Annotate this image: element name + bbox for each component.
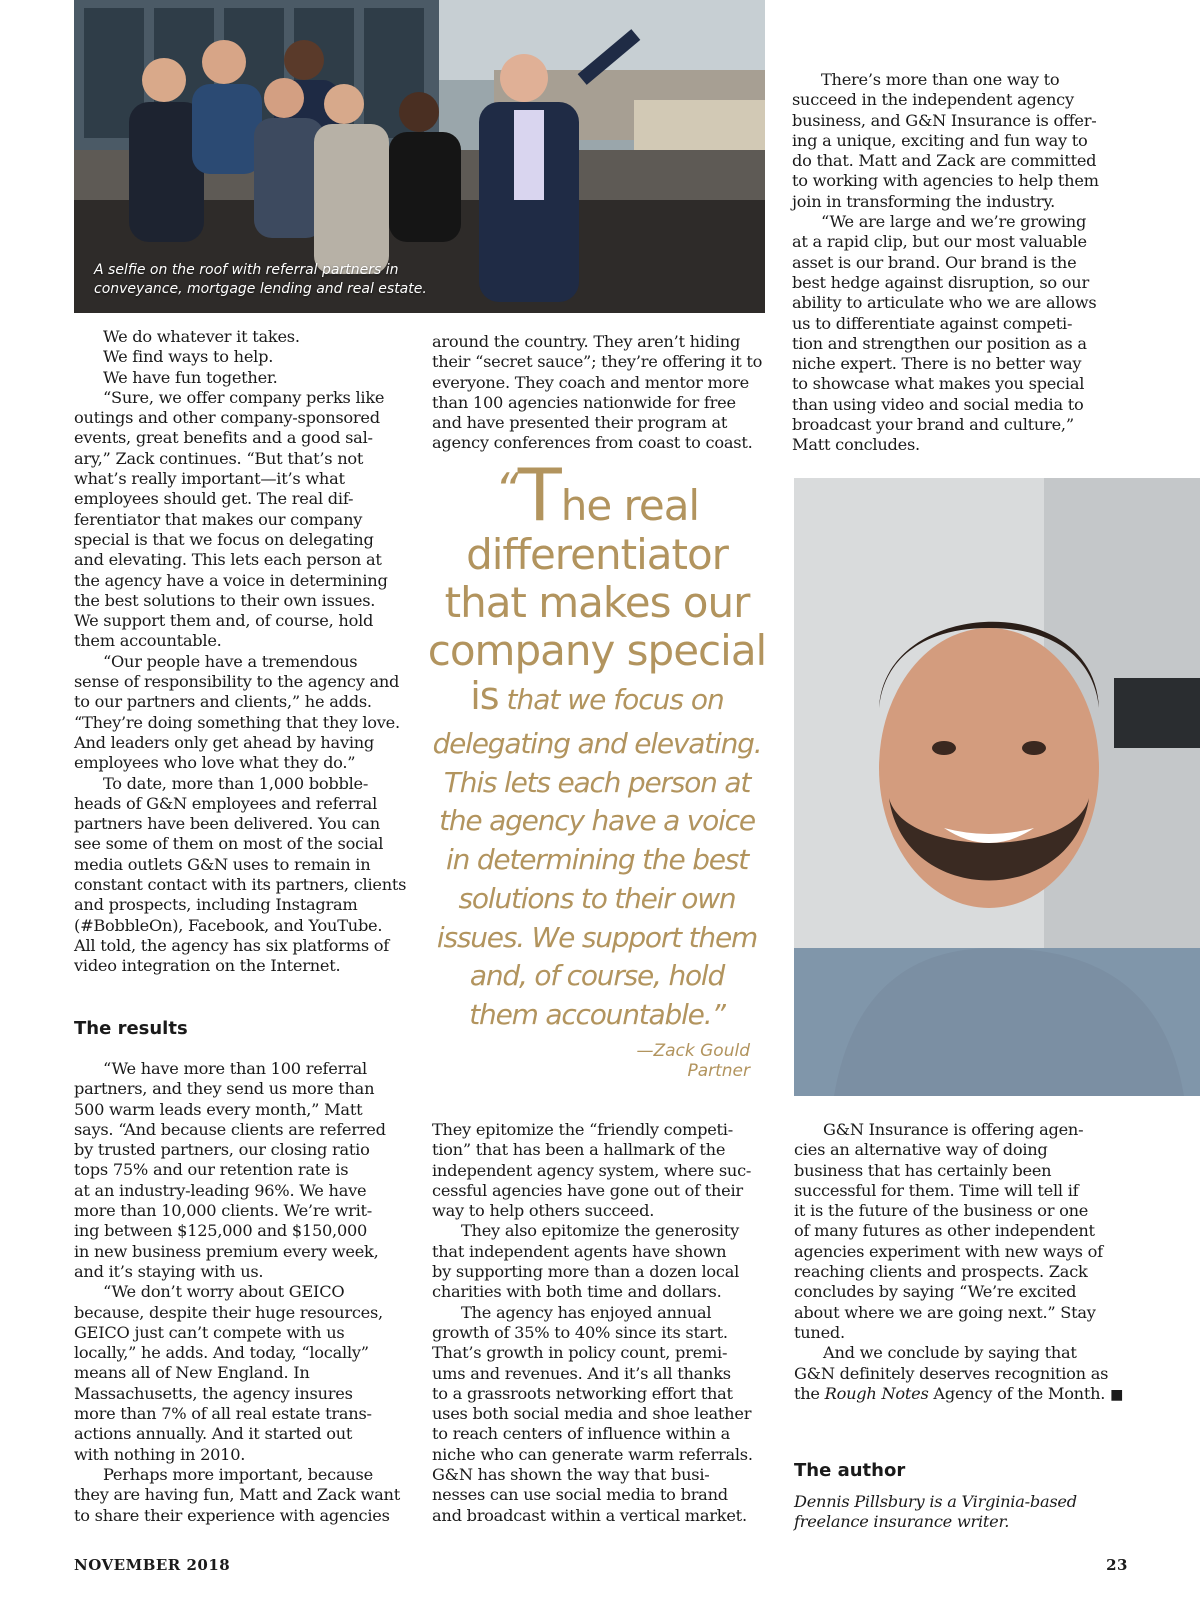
text-line: growth of 35% to 40% since its start. <box>432 1322 728 1342</box>
text-line: to a grassroots networking effort that <box>432 1383 733 1403</box>
text-line: tion” that has been a hallmark of the <box>432 1140 726 1160</box>
text-line: successful for them. Time will tell if <box>794 1180 1079 1200</box>
quote-is-word: is <box>470 674 499 718</box>
portrait-photo <box>794 478 1200 1096</box>
text-line: way to help others succeed. <box>432 1201 655 1221</box>
pull-quote <box>424 453 770 1081</box>
text-line: (#BobbleOn), Facebook, and YouTube. <box>74 915 383 935</box>
text-line: means all of New England. In <box>74 1363 310 1383</box>
author-bio-line: freelance insurance writer. <box>794 1512 1010 1532</box>
text-line: tuned. <box>794 1322 845 1342</box>
text-line: do that. Matt and Zack are committed <box>792 151 1097 171</box>
quote-line: issues. We support them <box>436 920 758 954</box>
text-line: nesses can use social media to brand <box>432 1485 728 1505</box>
text-line: to share their experience with agencies <box>74 1505 390 1525</box>
text-line: concludes by saying “We’re excited <box>794 1282 1077 1302</box>
text-line: niche expert. There is no better way <box>792 354 1082 374</box>
column-2-top <box>432 332 772 454</box>
text-line: than 100 agencies nationwide for free <box>432 392 736 412</box>
column-3-bottom <box>794 1120 1134 1384</box>
text-line: actions annually. And it started out <box>74 1424 353 1444</box>
column-2-bottom <box>432 1120 772 1526</box>
text-line: broadcast your brand and culture,” <box>792 415 1074 435</box>
quote-attribution-title: Partner <box>687 1060 750 1081</box>
text-line: at an industry-leading 96%. We have <box>74 1180 367 1200</box>
text-line: All told, the agency has six platforms of <box>74 935 390 955</box>
author-heading: The author <box>794 1460 906 1481</box>
text-line: and have presented their program at <box>432 413 728 433</box>
text-line: media outlets G&N uses to remain in <box>74 854 371 874</box>
magazine-name: Rough Notes <box>824 1384 929 1403</box>
text-line: cessful agencies have gone out of their <box>432 1180 743 1200</box>
text-line: video integration on the Internet. <box>74 956 341 976</box>
text-line: says. “And because clients are referred <box>74 1119 386 1139</box>
last-line-suffix: Agency of the Month. <box>928 1384 1106 1403</box>
text-line: sense of responsibility to the agency and <box>74 672 400 692</box>
text-line: “We are large and we’re growing <box>821 212 1087 232</box>
text-line: Perhaps more important, because <box>103 1464 373 1484</box>
text-line: business, and G&N Insurance is offer- <box>792 110 1097 130</box>
text-line: in new business premium every week, <box>74 1241 379 1261</box>
text-line: to our partners and clients,” he adds. <box>74 692 372 712</box>
text-line: and elevating. This lets each person at <box>74 550 382 570</box>
text-line: more than 10,000 clients. We’re writ- <box>74 1201 373 1221</box>
text-line: and prospects, including Instagram <box>74 895 358 915</box>
quote-line: the agency have a voice <box>439 804 755 838</box>
text-line: The agency has enjoyed annual <box>461 1302 712 1322</box>
text-line: We find ways to help. <box>103 347 274 367</box>
text-line: That’s growth in policy count, premi- <box>432 1343 728 1363</box>
text-line: than using video and social media to <box>792 394 1084 414</box>
text-line: to working with agencies to help them <box>792 171 1099 191</box>
column-1-bottom <box>74 1059 414 1526</box>
text-line: employees who love what they do.” <box>74 753 356 773</box>
text-line: the best solutions to their own issues. <box>74 590 376 610</box>
text-line: We support them and, of course, hold <box>74 611 374 631</box>
text-line: it is the future of the business or one <box>794 1201 1089 1221</box>
text-line: partners, and they send us more than <box>74 1079 375 1099</box>
text-line: ing between $125,000 and $150,000 <box>74 1221 368 1241</box>
text-line: Matt concludes. <box>792 435 920 455</box>
text-line: ums and revenues. And it’s all thanks <box>432 1363 731 1383</box>
column-1-top <box>74 327 414 977</box>
text-line: “They’re doing something that they love. <box>74 712 400 732</box>
text-line: succeed in the independent agency <box>792 90 1074 110</box>
text-line: more than 7% of all real estate trans- <box>74 1404 372 1424</box>
text-line: by trusted partners, our closing ratio <box>74 1140 370 1160</box>
text-line: about where we are going next.” Stay <box>794 1302 1096 1322</box>
text-line: around the country. They aren’t hiding <box>432 332 741 351</box>
text-line: partners have been delivered. You can <box>74 814 380 834</box>
text-line: G&N Insurance is offering agen- <box>823 1120 1084 1139</box>
text-line: “We have more than 100 referral <box>103 1059 367 1078</box>
end-mark: ■ <box>1110 1387 1124 1403</box>
text-line: G&N has shown the way that busi- <box>432 1465 710 1485</box>
text-line: cies an alternative way of doing <box>794 1140 1048 1160</box>
text-line: They also epitomize the generosity <box>461 1221 739 1241</box>
quote-line: This lets each person at <box>443 765 751 799</box>
text-line: independent agency system, where suc- <box>432 1160 752 1180</box>
text-line: outings and other company-sponsored <box>74 408 380 428</box>
text-line: business that has certainly been <box>794 1160 1052 1180</box>
text-line: tops 75% and our retention rate is <box>74 1160 349 1180</box>
page-number: 23 <box>1106 1556 1128 1574</box>
text-line: because, despite their huge resources, <box>74 1302 383 1322</box>
text-line: uses both social media and shoe leather <box>432 1404 752 1424</box>
text-line: at a rapid clip, but our most valuable <box>792 232 1087 252</box>
author-bio-line: Dennis Pillsbury is a Virginia-based <box>794 1492 1077 1511</box>
text-line: G&N definitely deserves recognition as <box>794 1363 1109 1383</box>
column-3-top <box>792 70 1132 456</box>
text-line: to reach centers of influence within a <box>432 1424 731 1444</box>
text-line: ferentiator that makes our company <box>74 509 363 529</box>
quote-drop-letter: T <box>517 453 561 537</box>
text-line: their “secret sauce”; they’re offering it to <box>432 352 763 372</box>
text-line: everyone. They coach and mentor more <box>432 372 749 392</box>
text-line: and broadcast within a vertical market. <box>432 1505 747 1525</box>
quote-line: them accountable.” <box>469 997 725 1031</box>
results-heading: The results <box>74 1018 188 1039</box>
text-line: of many futures as other independent <box>794 1221 1095 1241</box>
quote-line: differentiator <box>466 530 728 579</box>
text-line: ability to articulate who we are allows <box>792 293 1097 313</box>
text-line: constant contact with its partners, clients <box>74 875 407 895</box>
caption-line: A selfie on the roof with referral partners in <box>94 262 399 278</box>
text-line: We have fun together. <box>103 367 278 387</box>
text-line: events, great benefits and a good sal- <box>74 428 373 448</box>
text-line: by supporting more than a dozen local <box>432 1262 740 1282</box>
text-line: And leaders only get ahead by having <box>74 732 375 752</box>
text-line: asset is our brand. Our brand is the <box>792 252 1077 272</box>
text-line: agencies experiment with new ways of <box>794 1241 1103 1261</box>
text-line: and it’s staying with us. <box>74 1261 264 1281</box>
text-line: tion and strengthen our position as a <box>792 333 1087 353</box>
text-line: heads of G&N employees and referral <box>74 793 378 813</box>
text-line: niche who can generate warm referrals. <box>432 1444 753 1464</box>
author-bio <box>794 1492 1077 1533</box>
quote-line: company special <box>427 626 767 675</box>
text-line: Massachusetts, the agency insures <box>74 1383 353 1403</box>
quote-line: he real <box>560 481 700 530</box>
text-line: to showcase what makes you special <box>792 374 1085 394</box>
text-line: ary,” Zack continues. “But that’s not <box>74 448 364 468</box>
text-line: GEICO just can’t compete with us <box>74 1322 345 1342</box>
footer-issue: NOVEMBER 2018 <box>74 1556 231 1574</box>
text-line: best hedge against disruption, so our <box>792 272 1089 292</box>
text-line: “We don’t worry about GEICO <box>103 1282 345 1302</box>
text-line: “Sure, we offer company perks like <box>103 387 385 407</box>
text-line: agency conferences from coast to coast. <box>432 433 753 453</box>
text-line: “Our people have a tremendous <box>103 651 358 671</box>
photo-caption <box>94 261 427 299</box>
text-line: they are having fun, Matt and Zack want <box>74 1485 400 1505</box>
text-line: what’s really important—it’s what <box>74 469 345 489</box>
quote-line: and, of course, hold <box>469 959 725 993</box>
group-selfie-photo <box>74 0 765 313</box>
text-line: 500 warm leads every month,” Matt <box>74 1099 363 1119</box>
text-line: them accountable. <box>74 631 222 651</box>
text-line: ing a unique, exciting and fun way to <box>792 130 1088 150</box>
text-line: special is that we focus on delegating <box>74 529 374 549</box>
quote-line: that makes our <box>444 578 750 627</box>
text-line: There’s more than one way to <box>821 70 1060 89</box>
text-line: with nothing in 2010. <box>74 1444 246 1464</box>
quote-open-mark: “ <box>494 463 518 517</box>
text-line: reaching clients and prospects. Zack <box>794 1262 1088 1282</box>
text-line: the agency have a voice in determining <box>74 570 388 590</box>
text-line: locally,” he adds. And today, “locally” <box>74 1343 369 1363</box>
text-line: They epitomize the “friendly competi- <box>432 1120 733 1139</box>
text-line: see some of them on most of the social <box>74 834 384 854</box>
text-line: We do whatever it takes. <box>103 327 300 346</box>
last-line-prefix: the <box>794 1384 825 1403</box>
text-line: that independent agents have shown <box>432 1241 727 1261</box>
quote-attribution-name: —Zack Gould <box>636 1040 750 1061</box>
text-line: us to differentiate against competi- <box>792 313 1073 333</box>
quote-line: solutions to their own <box>458 881 736 915</box>
quote-line: that we focus on <box>498 683 724 716</box>
quote-line: in determining the best <box>446 843 748 877</box>
text-line: employees should get. The real dif- <box>74 489 354 509</box>
quote-line: delegating and elevating. <box>432 727 762 760</box>
text-line: charities with both time and dollars. <box>432 1282 722 1302</box>
text-line: And we conclude by saying that <box>823 1343 1077 1363</box>
text-line: join in transforming the industry. <box>792 191 1056 211</box>
text-line: To date, more than 1,000 bobble- <box>103 773 369 793</box>
column-3-last-line <box>794 1384 1123 1405</box>
portrait-image <box>794 478 1200 1096</box>
caption-line: conveyance, mortgage lending and real estate. <box>94 281 427 297</box>
